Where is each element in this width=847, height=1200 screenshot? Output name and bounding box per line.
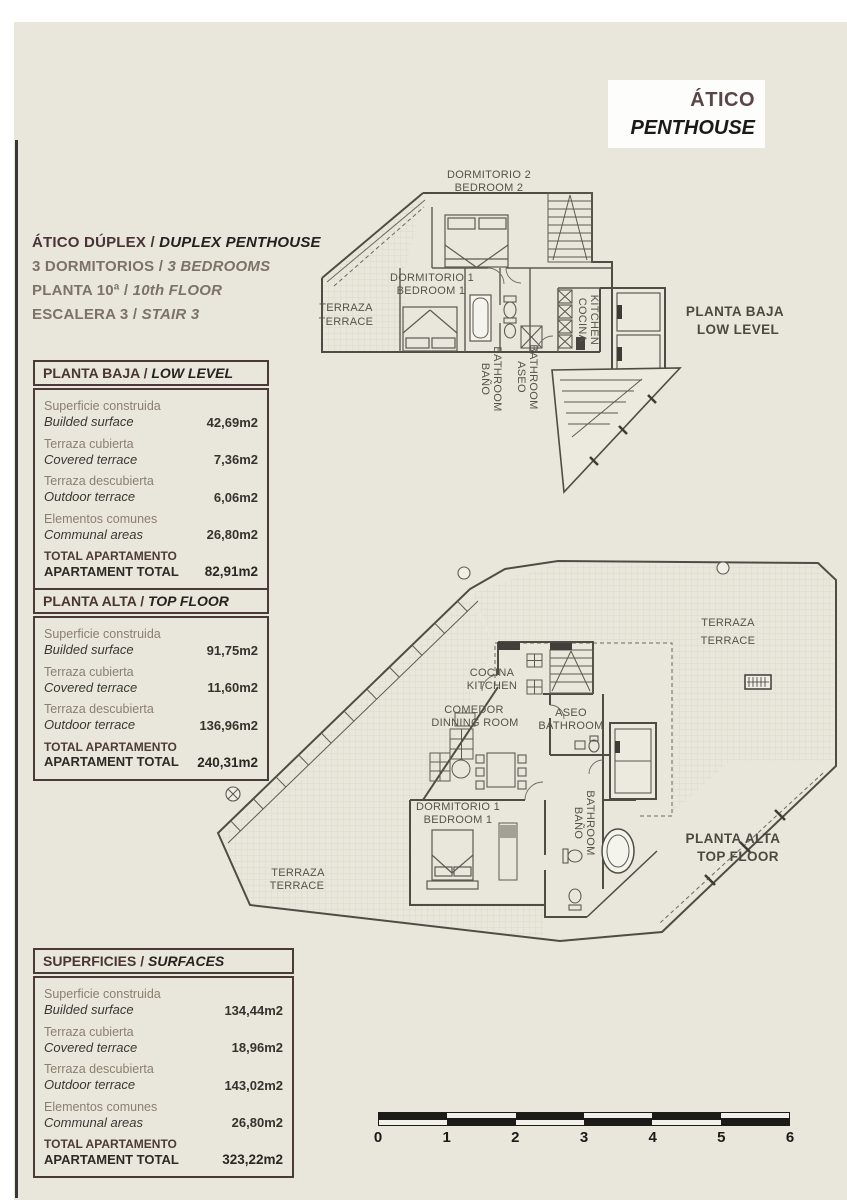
- room-label: BEDROOM 2: [454, 182, 524, 194]
- table-total-row: TOTAL APARTAMENTO APARTAMENT TOTAL 82,91m2: [44, 549, 258, 580]
- room-label: BATHROOM: [527, 344, 539, 410]
- bed-icon: [427, 830, 478, 889]
- unit-type-line: ÁTICO DÚPLEX / DUPLEX PENTHOUSE: [32, 234, 321, 251]
- floorplan-low-level: [310, 165, 800, 510]
- room-label: BATHROOM: [538, 720, 604, 732]
- scale-tick: 1: [442, 1129, 451, 1146]
- table-row: Terraza descubierta Outdoor terrace 143,02m2: [44, 1062, 283, 1093]
- elevator-icon: [610, 723, 656, 799]
- table-row: Elementos comunes Communal areas 26,80m2: [44, 511, 258, 543]
- room-label: TERRACE: [269, 880, 325, 892]
- table-row: Terraza cubierta Covered terrace 11,60m2: [44, 664, 258, 696]
- floorplan-top-floor: [205, 555, 847, 953]
- room-label: COCINA: [576, 297, 588, 343]
- stair-line: ESCALERA 3 / STAIR 3: [32, 306, 200, 323]
- room-label: BATHROOM: [584, 790, 596, 856]
- room-label: TERRACE: [318, 316, 374, 328]
- room-label: BATHROOM: [491, 346, 503, 412]
- room-label: DORMITORIO 2: [446, 169, 532, 181]
- table-header: PLANTA BAJA / LOW LEVEL: [33, 360, 269, 386]
- grill-icon: [745, 675, 771, 689]
- room-label: TERRAZA: [271, 867, 325, 879]
- room-label: TERRAZA: [319, 302, 373, 314]
- room-label: DORMITORIO 1: [415, 801, 501, 813]
- bed1-icon: [403, 307, 457, 351]
- floor-line: PLANTA 10ª / 10th FLOOR: [32, 282, 223, 299]
- plan-caption: TOP FLOOR: [697, 849, 779, 864]
- bathroom-fixtures: [504, 296, 542, 348]
- room-label: TERRACE: [700, 635, 756, 647]
- plan-caption: PLANTA ALTA: [685, 831, 781, 846]
- stairwell-triangle-icon: [552, 368, 680, 492]
- room-label: DINNING ROOM: [431, 717, 519, 729]
- room-label: TERRAZA: [701, 617, 755, 629]
- scale-tick: 6: [785, 1129, 795, 1146]
- plan-caption: PLANTA BAJA: [685, 304, 785, 319]
- plan-caption: LOW LEVEL: [696, 322, 780, 337]
- room-label: COMEDOR: [444, 704, 504, 716]
- room-label: ASEO: [515, 361, 527, 393]
- unit-info-block: [32, 234, 332, 330]
- room-label: ASEO: [555, 707, 587, 719]
- window-ticks: [705, 810, 785, 885]
- scale-bar: [373, 1112, 795, 1151]
- wardrobe-icon: [499, 823, 517, 880]
- table-row: Terraza cubierta Covered terrace 7,36m2: [44, 436, 258, 468]
- room-label: DORMITORIO 1: [389, 272, 475, 284]
- table-row: Elementos comunes Communal areas 26,80m2: [44, 1099, 283, 1131]
- room-label: BEDROOM 1: [423, 814, 493, 826]
- dining-table-icon: [476, 753, 526, 789]
- room-label: KITCHEN: [466, 680, 518, 692]
- table-row: Terraza descubierta Outdoor terrace 6,06m2: [44, 474, 258, 505]
- left-edge-bar: [15, 140, 18, 1198]
- scale-bar-bottom-row: [378, 1119, 790, 1126]
- table-row: Superficie construida Builded surface 134,44m2: [44, 987, 283, 1018]
- table-header: SUPERFICIES / SURFACES: [33, 948, 294, 974]
- table-total-row: TOTAL APARTAMENTO APARTAMENT TOTAL 323,22m2: [44, 1137, 283, 1168]
- table-row: Superficie construida Builded surface 42,69m2: [44, 399, 258, 430]
- table-surfaces: [33, 948, 294, 1178]
- bathtub-icon: [470, 295, 491, 341]
- scale-bar-top-row: [378, 1112, 790, 1119]
- title-penthouse: PENTHOUSE: [630, 117, 755, 139]
- scale-tick: 3: [579, 1129, 589, 1146]
- scale-tick: 4: [648, 1129, 657, 1146]
- room-label: BAÑO: [479, 362, 491, 396]
- room-label: KITCHEN: [588, 294, 600, 346]
- bedrooms-line: 3 DORMITORIOS / 3 BEDROOMS: [32, 258, 271, 275]
- scale-bar-ticks: [373, 1129, 795, 1151]
- bed2-icon: [445, 215, 508, 267]
- table-row: Superficie construida Builded surface 91,75m2: [44, 627, 258, 658]
- scale-tick: 2: [511, 1129, 520, 1146]
- table-header: PLANTA ALTA / TOP FLOOR: [33, 588, 269, 614]
- table-row: Terraza cubierta Covered terrace 18,96m2: [44, 1024, 283, 1056]
- stairs-icon: [550, 650, 593, 693]
- room-label: BAÑO: [572, 806, 584, 840]
- stairs-top-icon: [548, 193, 592, 262]
- title-atico: ÁTICO: [690, 89, 755, 111]
- round-bathtub-icon: [602, 829, 634, 873]
- scale-tick: 5: [717, 1129, 726, 1146]
- title-box: [608, 80, 765, 148]
- elevator-icon: [612, 288, 665, 378]
- scale-tick: 0: [373, 1129, 383, 1146]
- table-row: Terraza descubierta Outdoor terrace 136,96m2: [44, 702, 258, 733]
- room-label: BEDROOM 1: [396, 285, 466, 297]
- table-total-row: TOTAL APARTAMENTO APARTAMENT TOTAL 240,31m2: [44, 739, 258, 770]
- room-label: COCINA: [469, 667, 515, 679]
